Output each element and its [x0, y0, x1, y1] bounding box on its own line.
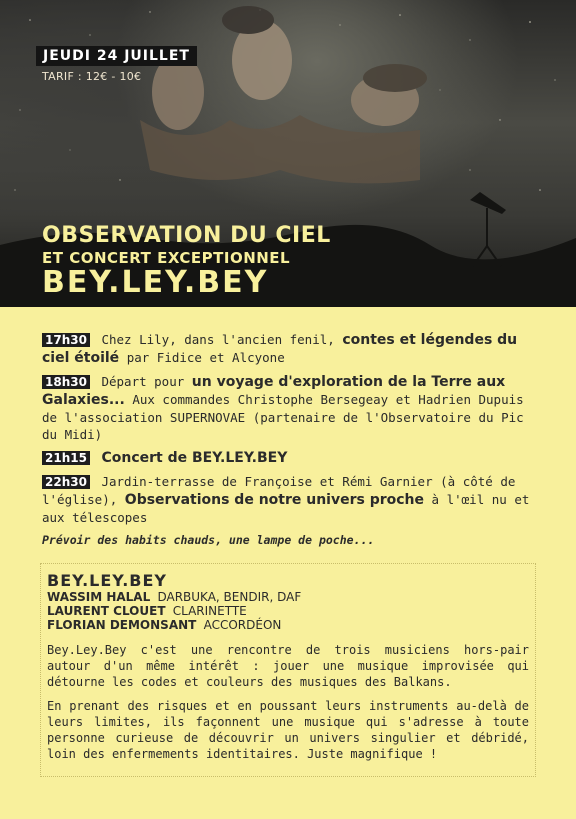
item-text: à l'œil nu et aux télescopes	[42, 492, 530, 525]
member-name: FLORIAN DEMONSANT	[47, 618, 197, 632]
member-instrument: ACCORDÉON	[203, 618, 282, 632]
program-list	[0, 307, 576, 549]
band-description: Bey.Ley.Bey c'est une rencontre de trois musiciens hors-pair autour d'un même intérêt : jouer une musique improvisée qui détourne les codes et couleurs des musiques des Balkans.	[47, 643, 529, 689]
band-name: BEY.LEY.BEY	[47, 571, 167, 590]
item-text: Aux commandes Christophe Bersegeay et Hadrien Dupuis de l'association SUPERNOVAE (partenaire de l'Observatoire du Pic du Midi)	[42, 392, 524, 442]
item-text: par Fidice et Alcyone	[119, 350, 285, 365]
time-badge: 18h30	[42, 375, 90, 389]
member-instrument: CLARINETTE	[172, 604, 247, 618]
member-name: WASSIM HALAL	[47, 590, 151, 604]
ticket-price: TARIF : 12€ - 10€	[42, 70, 142, 83]
time-badge: 17h30	[42, 333, 90, 347]
member-name: LAURENT CLOUET	[47, 604, 166, 618]
item-text: Chez Lily, dans l'ancien fenil,	[93, 332, 343, 347]
member-line	[47, 590, 529, 604]
member-line	[47, 618, 529, 632]
hero-banner	[0, 0, 576, 307]
item-text: Jardin-terrasse de Françoise et Rémi Garnier (à côté de l'église),	[42, 474, 516, 507]
program-item	[42, 473, 538, 526]
practical-note: Prévoir des habits chauds, une lampe de poche...	[42, 533, 375, 547]
event-date: JEUDI 24 JUILLET	[36, 46, 197, 66]
band-title: BEY.LEY.BEY	[42, 265, 269, 300]
member-line	[47, 604, 529, 618]
item-highlight: contes et légendes du ciel étoilé	[42, 332, 518, 366]
program-item	[42, 449, 538, 467]
time-badge: 22h30	[42, 475, 90, 489]
item-text: Départ pour	[93, 374, 192, 389]
event-subtitle: ET CONCERT EXCEPTIONNEL	[42, 249, 291, 267]
member-instrument: DARBUKA, BENDIR, DAF	[157, 590, 302, 604]
program-item	[42, 373, 538, 443]
event-title: OBSERVATION DU CIEL	[42, 223, 331, 248]
band-description-box	[40, 563, 536, 777]
item-highlight: Concert de BEY.LEY.BEY	[101, 450, 288, 466]
band-description: En prenant des risques et en poussant leurs instruments au-delà de leurs limites, ils façonnent une musique qui s'adresse à toute personne curieuse de découvrir un univers singulier et débridé, loin des enfermements identitaires. Juste magnifique !	[47, 699, 529, 761]
item-highlight: un voyage d'exploration de la Terre aux Galaxies...	[42, 374, 506, 408]
time-badge: 21h15	[42, 451, 90, 465]
program-item	[42, 331, 538, 367]
member-list	[47, 590, 529, 632]
item-highlight: Observations de notre univers proche	[124, 492, 425, 508]
